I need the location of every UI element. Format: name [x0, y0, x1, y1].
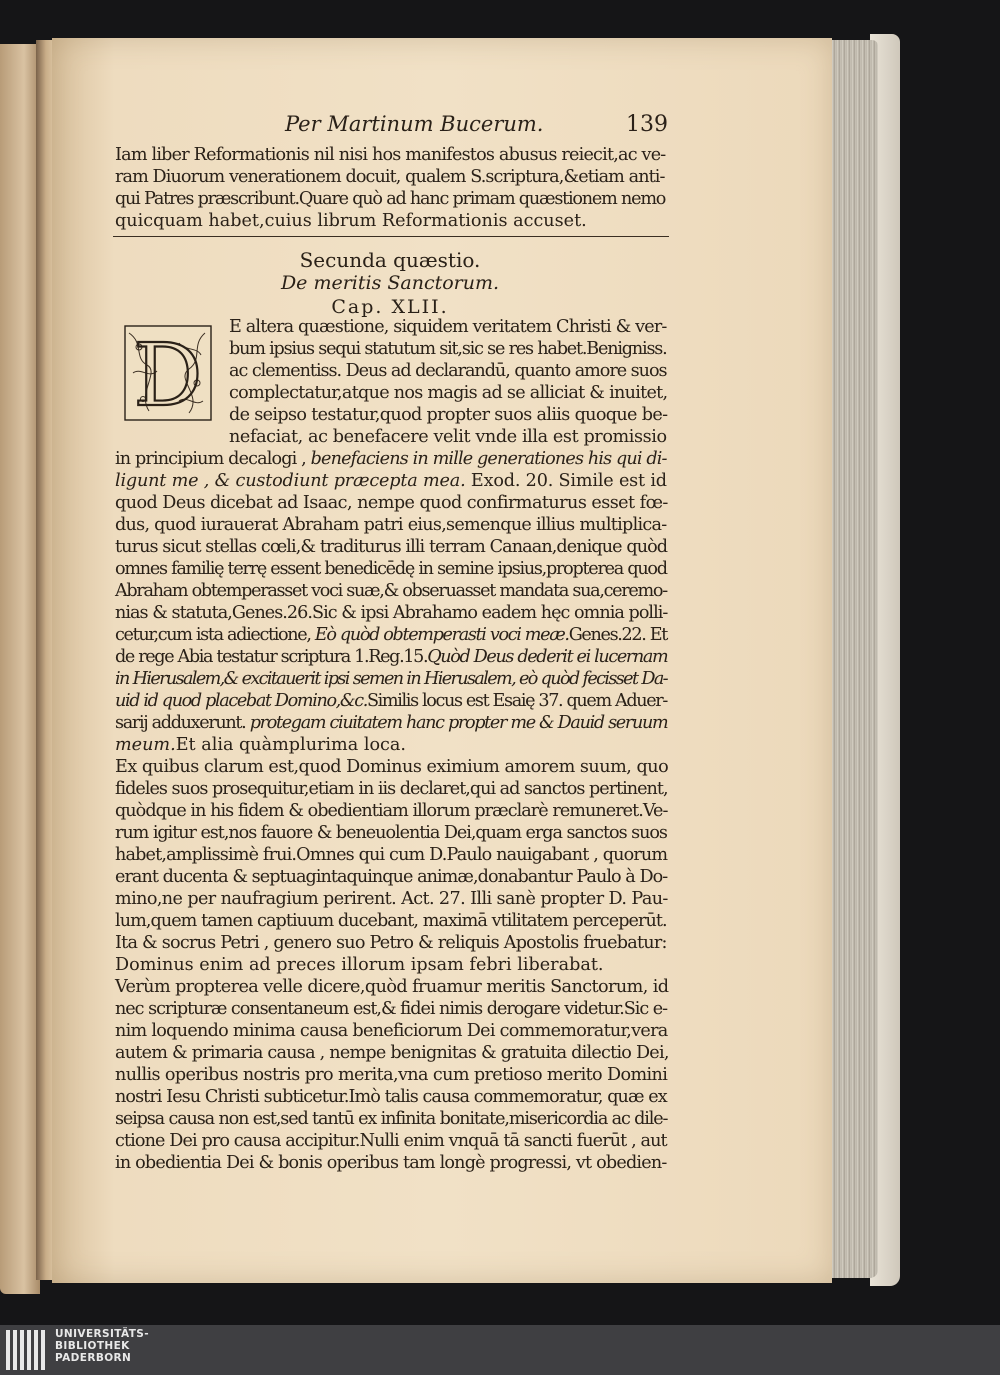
text-line: [115, 1064, 667, 1086]
text-segment: mino,ne per naufragium perirent. Act. 27. Illi sanè propter D. Pau-: [115, 889, 668, 909]
text-line: [115, 712, 667, 734]
text-line: [115, 602, 667, 624]
text-line: qui Patres præscribunt.Quare quò ad hanc primam quæstionem nemo: [115, 189, 666, 209]
text-line: [115, 756, 668, 778]
text-line: [115, 866, 667, 888]
italic-quotation: uid id quod placebat Domino,&c.: [115, 691, 367, 711]
text-segment: nim loquendo minima causa beneficiorum Dei commemoratur,vera: [115, 1021, 668, 1041]
text-line: [115, 844, 667, 866]
text-line: complectatur,atque nos magis ad se alliciat & inuitet,: [229, 383, 668, 403]
text-line: [115, 734, 406, 756]
text-line: [115, 690, 667, 712]
text-line: [115, 514, 667, 536]
text-segment: fideles suos prosequitur,etiam in iis declaret,qui ad sanctos pertinent,: [115, 779, 668, 799]
chapter-heading: Cap. XLII.: [331, 296, 449, 318]
text-line: quicquam habet,cuius librum Reformationis accuset.: [115, 211, 587, 231]
decorated-initial: [119, 323, 217, 423]
left-page-edge: [0, 44, 40, 1294]
text-line: [115, 668, 667, 690]
text-segment: seipsa causa non est,sed tantū ex infinita bonitate,misericordia ac dile-: [115, 1109, 668, 1129]
text-line: [115, 448, 667, 470]
page-number: 139: [626, 112, 668, 137]
library-name-line3: PADERBORN: [55, 1352, 132, 1364]
text-segment: Verùm propterea velle dicere,quòd fruamur meritis Sanctorum, id: [115, 977, 669, 997]
section-title: Secunda quæstio.: [299, 248, 481, 272]
text-line: ram Diuorum venerationem docuit, qualem S.scriptura,&etiam anti-: [115, 167, 665, 187]
text-line: [115, 536, 667, 558]
text-segment: Ita & socrus Petri , genero suo Petro & reliquis Apostolis fruebatur:: [115, 933, 667, 953]
text-segment: habet,amplissimè frui.Omnes qui cum D.Paulo nauigabant , quorum: [115, 845, 668, 865]
text-segment: omnes familię terrę essent benedicēdę in semine ipsius,propterea quod: [115, 559, 667, 579]
text-segment: nostri Iesu Christi subticetur.Imò talis causa commemoratur, quæ ex: [115, 1087, 667, 1107]
text-segment: in principium decalogi ,: [115, 449, 311, 469]
text-segment: lum,quem tamen captiuum ducebant, maximā vtilitatem perceperūt.: [115, 911, 667, 931]
text-segment: Dominus enim ad preces illorum ipsam febri liberabat.: [115, 955, 604, 975]
text-line: [115, 954, 603, 976]
text-line: [115, 624, 667, 646]
italic-quotation: , eò quòd fecisset Da-: [511, 669, 667, 689]
library-footer: [0, 1325, 1000, 1375]
library-name: [55, 1328, 149, 1364]
italic-quotation: meum.: [115, 735, 176, 755]
text-line: [115, 932, 667, 954]
section-divider: [113, 236, 669, 237]
text-line: [115, 1086, 667, 1108]
text-line: [115, 822, 667, 844]
italic-quotation: Eò quòd obtemperasti voci meæ.: [314, 625, 569, 645]
text-segment: Ex quibus clarum est,quod Dominus eximium amorem suum, quo: [115, 757, 669, 777]
text-line: [115, 1108, 667, 1130]
text-segment: nec scripturæ consentaneum est,& fidei nimis derogare videtur.Sic e-: [115, 999, 668, 1019]
text-segment: nias & statuta,Genes.26.Sic & ipsi Abrahamo eadem hęc omnia polli-: [115, 603, 668, 623]
section-subtitle: De meritis Sanctorum.: [280, 272, 500, 294]
text-line: [115, 1020, 668, 1042]
ornamental-initial-icon: [119, 323, 217, 423]
text-segment: autem & primaria causa , nempe benignitas & gratuita dilectio Dei,: [115, 1043, 669, 1063]
text-segment: cetur,cum ista adiectione,: [115, 625, 315, 645]
italic-quotation: in Hierusalem,& excitauerit ipsi semen in Hierusalem: [115, 669, 512, 689]
text-line: de seipso testatur,quod propter suos aliis quoque be-: [229, 405, 668, 425]
text-line: nefaciat, ac benefacere velit vnde illa est promissio: [229, 427, 667, 447]
italic-quotation: Quòd Deus dederit ei lucernam: [427, 647, 668, 667]
text-segment: Exod. 20. Simile est id: [465, 471, 667, 491]
italic-quotation: ligunt me , & custodiunt præcepta mea.: [115, 471, 466, 491]
text-line: [115, 976, 668, 998]
text-line: [115, 998, 667, 1020]
svg-text:D: D: [133, 326, 203, 423]
text-line: Iam liber Reformationis nil nisi hos manifestos abusus reiecit,ac ve-: [115, 145, 666, 165]
text-segment: sarij adduxerunt.: [115, 713, 250, 733]
text-line: [115, 1130, 667, 1152]
italic-quotation: benefaciens in mille generationes his qui di-: [310, 449, 667, 469]
text-line: [115, 646, 667, 668]
text-line: [115, 1152, 667, 1174]
text-line: [115, 558, 667, 580]
text-line: [115, 470, 667, 492]
text-segment: nullis operibus nostris pro merita,vna cum pretioso merito Domini: [115, 1065, 668, 1085]
text-segment: in obedientia Dei & bonis operibus tam longè progressi, vt obedien-: [115, 1153, 667, 1173]
text-line: E altera quæstione, siquidem veritatem Christi & ver-: [229, 317, 667, 337]
text-line: bum ipsius sequi statutum sit,sic se res habet.Benigniss.: [229, 339, 667, 359]
library-name-line1: UNIVERSITÄTS-: [55, 1328, 150, 1340]
text-segment: Et alia quàmplurima loca.: [175, 735, 406, 755]
text-line: [115, 580, 667, 602]
text-line: [115, 910, 667, 932]
page-fore-edge: [826, 40, 878, 1278]
text-segment: Abraham obtemperasset voci suæ,& obseruasset mandata sua,ceremo-: [115, 581, 667, 601]
text-line: [115, 1042, 669, 1064]
text-segment: de rege Abia testatur scriptura 1.Reg.15.: [115, 647, 428, 667]
text-line: [115, 778, 668, 800]
text-segment: Similis locus est Esaię 37. quem Aduer-: [366, 691, 667, 711]
library-logo-icon: [6, 1330, 50, 1370]
text-segment: erant ducenta & septuagintaquinque animæ,donabantur Paulo à Do-: [115, 867, 668, 887]
italic-quotation: protegam ciuitatem hanc propter me & Dauid seruum: [249, 713, 668, 733]
text-segment: Genes.22. Et: [568, 625, 668, 645]
library-name-line2: BIBLIOTHEK: [55, 1340, 130, 1352]
text-segment: quòdque in his fidem & obedientiam illorum præclarè remuneret.Ve-: [115, 801, 668, 821]
page-header: [120, 110, 668, 140]
text-line: [115, 888, 668, 910]
text-line: [115, 492, 668, 514]
text-segment: dus, quod iurauerat Abraham patri eius,semenque illius multiplica-: [115, 515, 667, 535]
text-segment: turus sicut stellas cœli,& traditurus illi terram Canaan,denique quòd: [115, 537, 668, 557]
running-head: Per Martinum Bucerum.: [285, 112, 544, 136]
text-segment: ctione Dei pro causa accipitur.Nulli enim vnquā tā sancti fuerūt , aut: [115, 1131, 667, 1151]
text-segment: rum igitur est,nos fauore & beneuolentia Dei,quam erga sanctos suos: [115, 823, 667, 843]
text-segment: quod Deus dicebat ad Isaac, nempe quod confirmaturus esset fœ-: [115, 493, 668, 513]
text-line: [115, 800, 667, 822]
text-line: ac clementiss. Deus ad declarandū, quanto amore suos: [229, 361, 667, 381]
